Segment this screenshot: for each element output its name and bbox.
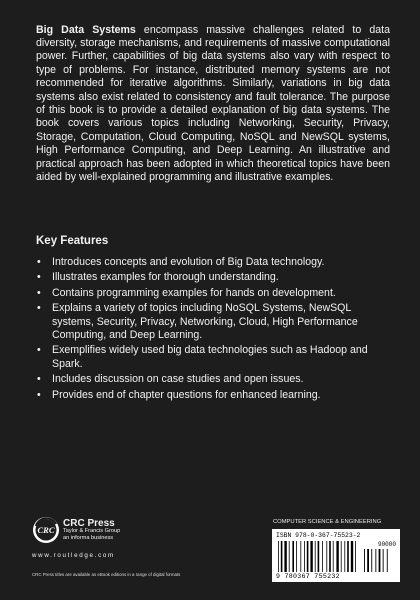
- list-item-text: Explains a variety of topics including NoSQL Systems, NewSQL systems, Security, Privacy, Networking, Cloud, High Performance Computing, and Deep Learning.: [52, 302, 358, 342]
- key-features-list: [36, 256, 386, 404]
- list-item-text: Contains programming examples for hands on development.: [52, 286, 336, 299]
- bullet-icon: •: [37, 286, 41, 299]
- list-item: [36, 389, 386, 402]
- key-features-heading: Key Features: [36, 235, 109, 247]
- price-code: 90000: [377, 541, 396, 548]
- publisher-group: Taylor & Francis Group: [63, 528, 121, 534]
- list-item: [36, 302, 386, 342]
- list-item-text: Introduces concepts and evolution of Big Data technology.: [52, 256, 325, 268]
- bullet-icon: •: [37, 373, 41, 386]
- publisher-name: CRC Press: [63, 518, 115, 529]
- isbn-text: ISBN 978-0-367-75523-2: [276, 532, 361, 539]
- publisher-block: [63, 519, 120, 542]
- list-item: [36, 271, 386, 284]
- book-title-lead: Big Data Systems: [36, 23, 136, 36]
- list-item-text: Illustrates examples for thorough understanding.: [52, 271, 279, 284]
- subject-category: COMPUTER SCIENCE & ENGINEERING: [273, 519, 382, 525]
- bullet-icon: •: [37, 344, 41, 357]
- list-item: [36, 287, 386, 300]
- crc-press-logo-icon: [32, 516, 60, 544]
- description-paragraph: [36, 24, 390, 185]
- list-item: [36, 344, 386, 371]
- bullet-icon: •: [37, 302, 41, 315]
- ebook-note: CRC Press titles are available as eBook editions in a range of digital formats: [32, 572, 181, 577]
- list-item: [36, 373, 386, 386]
- list-item: [36, 256, 386, 269]
- bullet-icon: •: [37, 271, 41, 284]
- description-text: encompass massive challenges related to data diversity, storage mechanisms, and requirements of massive computational power. Further, capabilities of big data systems also vary with respect to type of problems. For instance, distributed memory systems are not recommended for iterative algorithms. Similarly, variations in big data systems also exist related to consistency and fault tolerance. The purpose of this book is to provide a detailed explanation of big data systems. The book covers various topics including Networking, Security, Privacy, Storage, Computation, Cloud Computing, NoSQL and NewSQL systems, High Performance Computing, and Deep Learning. An illustrative and practical approach has been adopted in which theoretical topics have been aided by well-explained programming and illustrative examples.: [36, 23, 390, 184]
- list-item-text: Includes discussion on case studies and open issues.: [52, 373, 304, 386]
- list-item-text: Provides end of chapter questions for enhanced learning.: [52, 388, 321, 401]
- publisher-tagline: an informa business: [63, 535, 114, 541]
- barcode-digits: 9 780367 755232: [276, 573, 340, 580]
- isbn-barcode: [272, 529, 400, 582]
- bullet-icon: •: [37, 388, 41, 401]
- bullet-icon: •: [37, 256, 41, 268]
- logo-letters: CRC: [37, 525, 55, 535]
- publisher-website: www.routledge.com: [32, 552, 115, 559]
- list-item-text: Exemplifies widely used big data technologies such as Hadoop and Spark.: [52, 344, 368, 370]
